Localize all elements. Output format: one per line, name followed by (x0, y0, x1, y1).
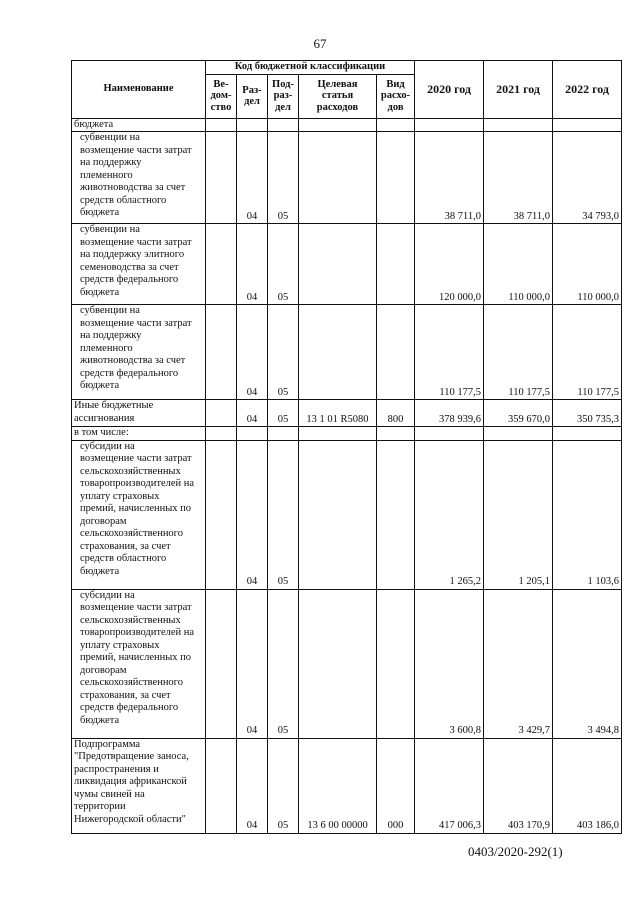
row-2021: 38 711,0 (484, 132, 553, 224)
row-name: в том числе: (72, 427, 206, 441)
row-target (299, 440, 377, 589)
row-2022 (553, 118, 622, 132)
row-2020: 38 711,0 (415, 132, 484, 224)
row-2021: 3 429,7 (484, 589, 553, 738)
row-2020: 3 600,8 (415, 589, 484, 738)
row-razdel: 04 (237, 589, 268, 738)
row-2020: 417 006,3 (415, 738, 484, 833)
row-2020 (415, 427, 484, 441)
table-row (72, 118, 622, 132)
row-name: субвенции на возмещение части затрат на поддержку племенного животноводства за счет средств областного бюджета (72, 132, 206, 224)
row-2021: 110 000,0 (484, 224, 553, 305)
row-razdel: 04 (237, 738, 268, 833)
row-2021: 110 177,5 (484, 305, 553, 400)
table-row (72, 224, 622, 305)
row-target (299, 589, 377, 738)
row-vedomstvo (206, 305, 237, 400)
row-2022: 110 177,5 (553, 305, 622, 400)
table-row (72, 738, 622, 833)
row-podrazdel: 05 (268, 738, 299, 833)
row-vedomstvo (206, 440, 237, 589)
budget-table (71, 60, 622, 834)
row-2021: 359 670,0 (484, 400, 553, 427)
row-name: субвенции на возмещение части затрат на поддержку элитного семеноводства за счет средств федерального бюджета (72, 224, 206, 305)
row-vid (377, 132, 415, 224)
table-row (72, 440, 622, 589)
row-target (299, 224, 377, 305)
row-podrazdel: 05 (268, 132, 299, 224)
row-vedomstvo (206, 224, 237, 305)
header-name: Наименование (72, 61, 206, 119)
row-vid (377, 589, 415, 738)
row-2022 (553, 427, 622, 441)
row-vedomstvo (206, 427, 237, 441)
table-row (72, 400, 622, 427)
row-vid (377, 305, 415, 400)
table-row (72, 132, 622, 224)
row-target (299, 132, 377, 224)
row-target (299, 427, 377, 441)
table-row (72, 427, 622, 441)
row-vedomstvo (206, 118, 237, 132)
row-name: субсидии на возмещение части затрат сельскохозяйственных товаропроизводителей на уплату страховых премий, начисленных по договорам сельскохозяйственного страхования, за счет средств федерального бюджета (72, 589, 206, 738)
row-razdel (237, 118, 268, 132)
row-vid (377, 440, 415, 589)
row-name: субсидии на возмещение части затрат сельскохозяйственных товаропроизводителей на уплату страховых премий, начисленных по договорам сельскохозяйственного страхования, за счет средств областного бюджета (72, 440, 206, 589)
row-target: 13 1 01 R5080 (299, 400, 377, 427)
row-podrazdel (268, 427, 299, 441)
row-vid: 000 (377, 738, 415, 833)
row-podrazdel (268, 118, 299, 132)
row-vedomstvo (206, 589, 237, 738)
row-vedomstvo (206, 132, 237, 224)
row-2021 (484, 427, 553, 441)
row-podrazdel: 05 (268, 305, 299, 400)
row-vedomstvo (206, 738, 237, 833)
row-2022: 1 103,6 (553, 440, 622, 589)
header-razdel: Раз- дел (237, 74, 268, 118)
row-2020: 378 939,6 (415, 400, 484, 427)
row-2022: 110 000,0 (553, 224, 622, 305)
row-2021: 1 205,1 (484, 440, 553, 589)
header-target: Целевая статья расходов (299, 74, 377, 118)
row-razdel: 04 (237, 132, 268, 224)
header-vedomstvo: Ве- дом- ство (206, 74, 237, 118)
row-2020: 120 000,0 (415, 224, 484, 305)
table-row (72, 589, 622, 738)
row-2022: 350 735,3 (553, 400, 622, 427)
row-2020: 1 265,2 (415, 440, 484, 589)
row-razdel: 04 (237, 224, 268, 305)
row-podrazdel: 05 (268, 400, 299, 427)
row-vedomstvo (206, 400, 237, 427)
row-razdel (237, 427, 268, 441)
row-vid (377, 118, 415, 132)
row-2020: 110 177,5 (415, 305, 484, 400)
row-razdel: 04 (237, 305, 268, 400)
row-2020 (415, 118, 484, 132)
header-code-group: Код бюджетной классификации (206, 61, 415, 75)
row-podrazdel: 05 (268, 440, 299, 589)
row-vid: 800 (377, 400, 415, 427)
row-razdel: 04 (237, 400, 268, 427)
row-podrazdel: 05 (268, 224, 299, 305)
header-2021: 2021 год (484, 61, 553, 119)
header-podrazdel: Под- раз- дел (268, 74, 299, 118)
row-2022: 34 793,0 (553, 132, 622, 224)
row-razdel: 04 (237, 440, 268, 589)
row-name: Подпрограмма "Предотвращение заноса, распространения и ликвидация африканской чумы свиней на территории Нижегородской области" (72, 738, 206, 833)
row-target (299, 305, 377, 400)
row-2021: 403 170,9 (484, 738, 553, 833)
row-vid (377, 427, 415, 441)
row-2022: 403 186,0 (553, 738, 622, 833)
row-2021 (484, 118, 553, 132)
table-row (72, 305, 622, 400)
header-2020: 2020 год (415, 61, 484, 119)
row-name: субвенции на возмещение части затрат на поддержку племенного животноводства за счет средств федерального бюджета (72, 305, 206, 400)
row-2022: 3 494,8 (553, 589, 622, 738)
header-2022: 2022 год (553, 61, 622, 119)
row-target (299, 118, 377, 132)
row-name: бюджета (72, 118, 206, 132)
row-target: 13 6 00 00000 (299, 738, 377, 833)
header-vid: Вид расхо- дов (377, 74, 415, 118)
row-name: Иные бюджетные ассигнования (72, 400, 206, 427)
page-number: 67 (313, 36, 327, 51)
row-vid (377, 224, 415, 305)
row-podrazdel: 05 (268, 589, 299, 738)
document-code: 0403/2020-292(1) (468, 844, 563, 859)
